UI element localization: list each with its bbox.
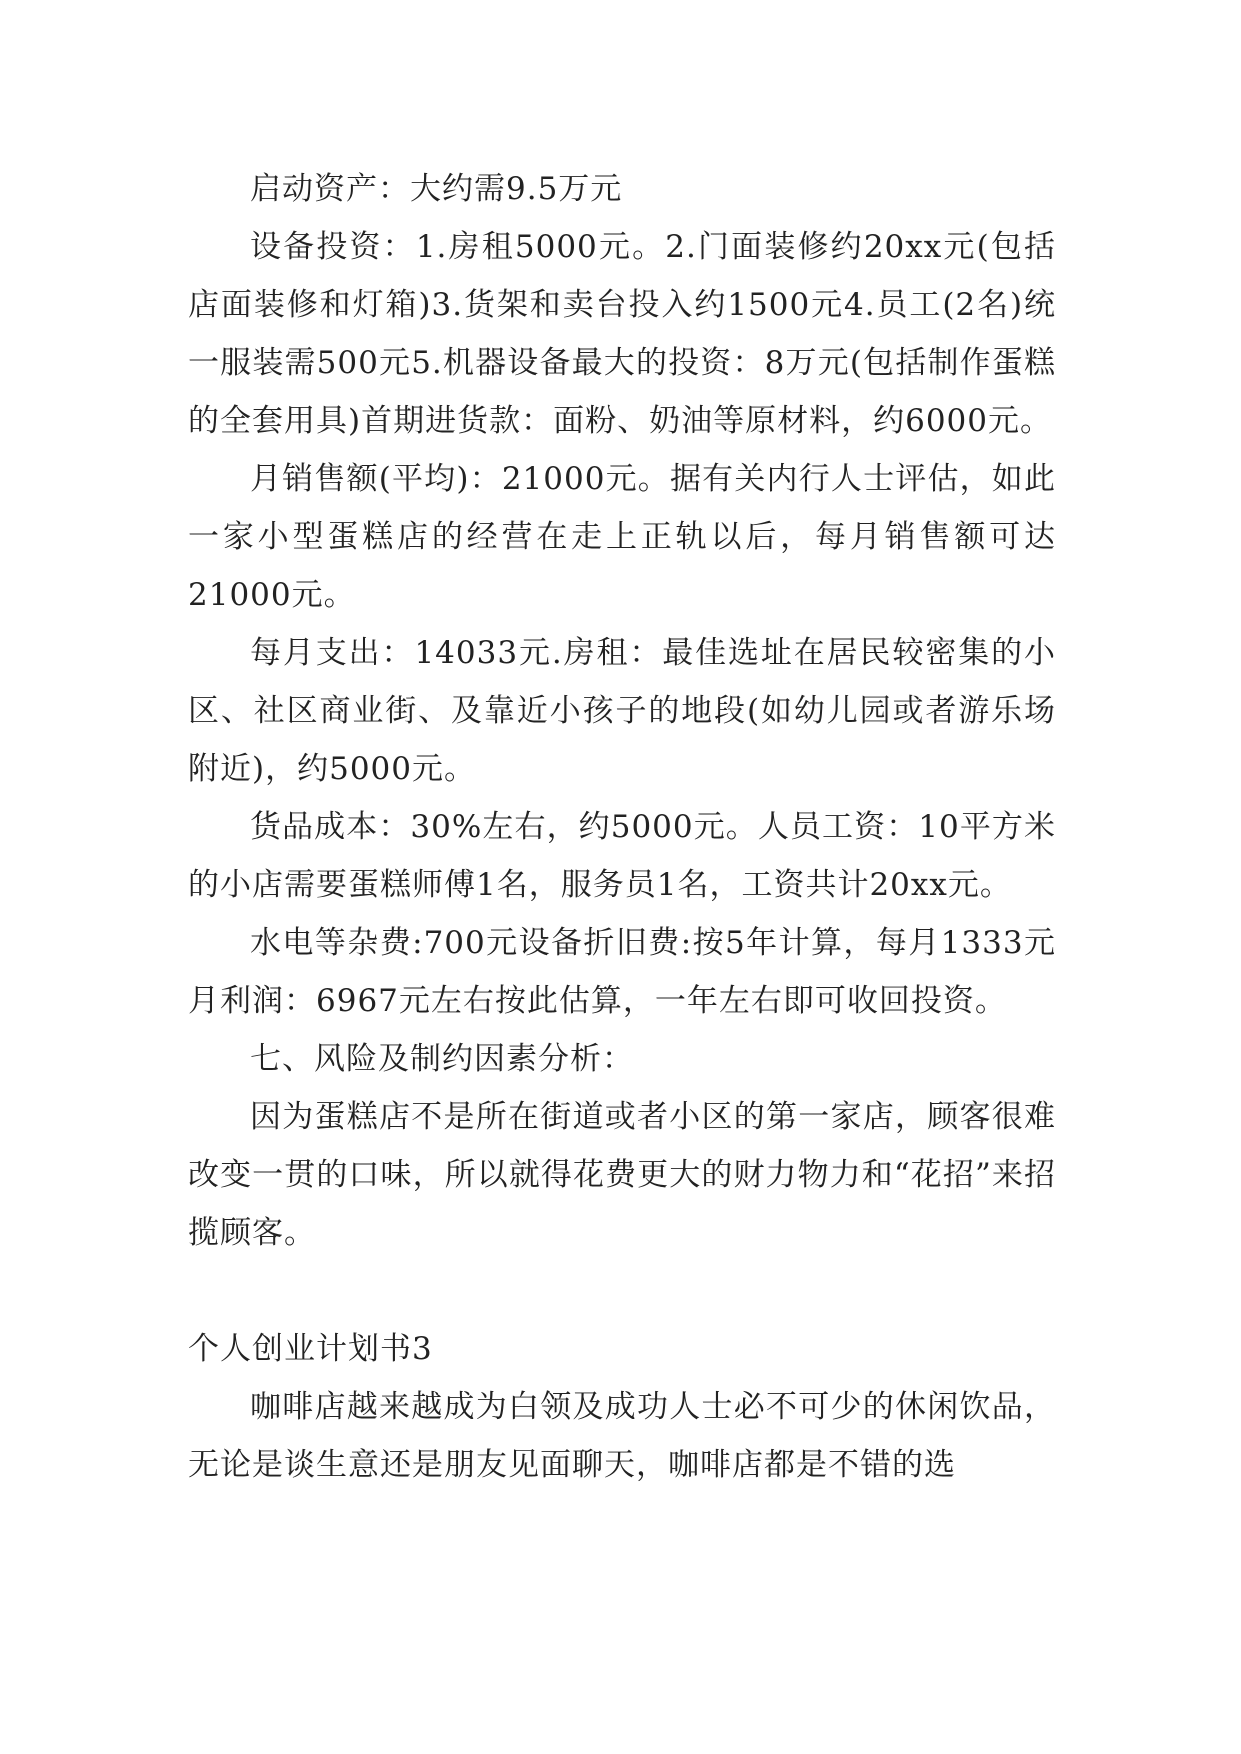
paragraph-utilities-profit: 水电等杂费:700元设备折旧费:按5年计算，每月1333元月利润：6967元左右按此估算，一年左右即可收回投资。 <box>188 925 1056 1019</box>
paragraph-risk-analysis: 因为蛋糕店不是所在街道或者小区的第一家店，顾客很难改变一贯的口味，所以就得花费更大的财力物力和“花招”来招揽顾客。 <box>188 1099 1056 1251</box>
paragraph-equipment-investment: 设备投资：1.房租5000元。2.门面装修约20xx元(包括店面装修和灯箱)3.货架和卖台投入约1500元4.员工(2名)统一服装需500元5.机器设备最大的投资：8万元(包括制作蛋糕的全套用具)首期进货款：面粉、奶油等原材料，约6000元。 <box>188 229 1056 439</box>
document-body <box>188 160 1056 1494</box>
paragraph-risk-heading: 七、风险及制约因素分析： <box>250 1041 634 1077</box>
paragraph-coffee-shop: 咖啡店越来越成为白领及成功人士必不可少的休闲饮品，无论是谈生意还是朋友见面聊天，咖啡店都是不错的选 <box>188 1389 1056 1483</box>
paragraph-goods-cost: 货品成本：30%左右，约5000元。人员工资：10平方米的小店需要蛋糕师傅1名，服务员1名，工资共计20xx元。 <box>188 809 1056 903</box>
paragraph-monthly-sales: 月销售额(平均)：21000元。据有关内行人士评估，如此一家小型蛋糕店的经营在走上正轨以后，每月销售额可达21000元。 <box>188 461 1056 613</box>
paragraph-startup-assets: 启动资产：大约需9.5万元 <box>250 171 623 207</box>
section-heading: 个人创业计划书3 <box>188 1331 433 1367</box>
paragraph-monthly-expenses: 每月支出：14033元.房租：最佳选址在居民较密集的小区、社区商业街、及靠近小孩子的地段(如幼儿园或者游乐场附近)，约5000元。 <box>188 635 1056 787</box>
